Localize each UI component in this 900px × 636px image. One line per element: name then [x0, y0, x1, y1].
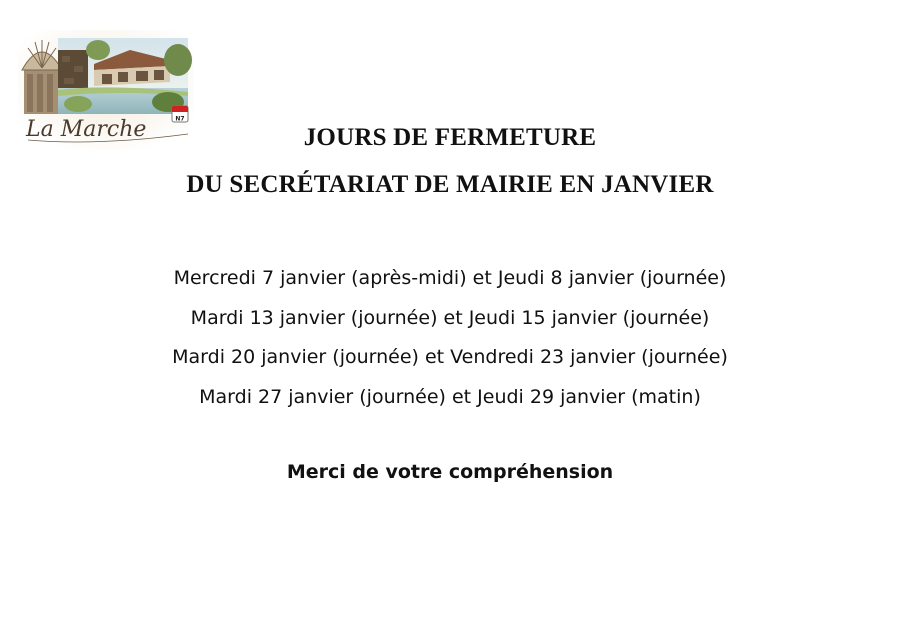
closure-date-item: Mercredi 7 janvier (après-midi) et Jeudi 8 janvier (journée): [173, 267, 727, 289]
page-title-line-1: JOURS DE FERMETURE: [303, 124, 597, 151]
closure-date-list: [0, 262, 900, 420]
logo-text: La Marche: [26, 117, 147, 142]
closure-date-item: Mardi 13 janvier (journée) et Jeudi 15 janvier (journée): [190, 306, 710, 329]
logo-badge-text: N7: [175, 115, 185, 123]
page-title-line-2: DU SECRÉTARIAT DE MAIRIE EN JANVIER: [186, 171, 714, 198]
thank-you-message: Merci de votre compréhension: [286, 461, 614, 483]
n7-road-sign-icon: [172, 106, 188, 123]
closure-date-item: Mardi 20 janvier (journée) et Vendredi 23 janvier (journée): [172, 346, 728, 368]
closure-date-item: Mardi 27 janvier (journée) et Jeudi 29 janvier (matin): [199, 385, 701, 408]
